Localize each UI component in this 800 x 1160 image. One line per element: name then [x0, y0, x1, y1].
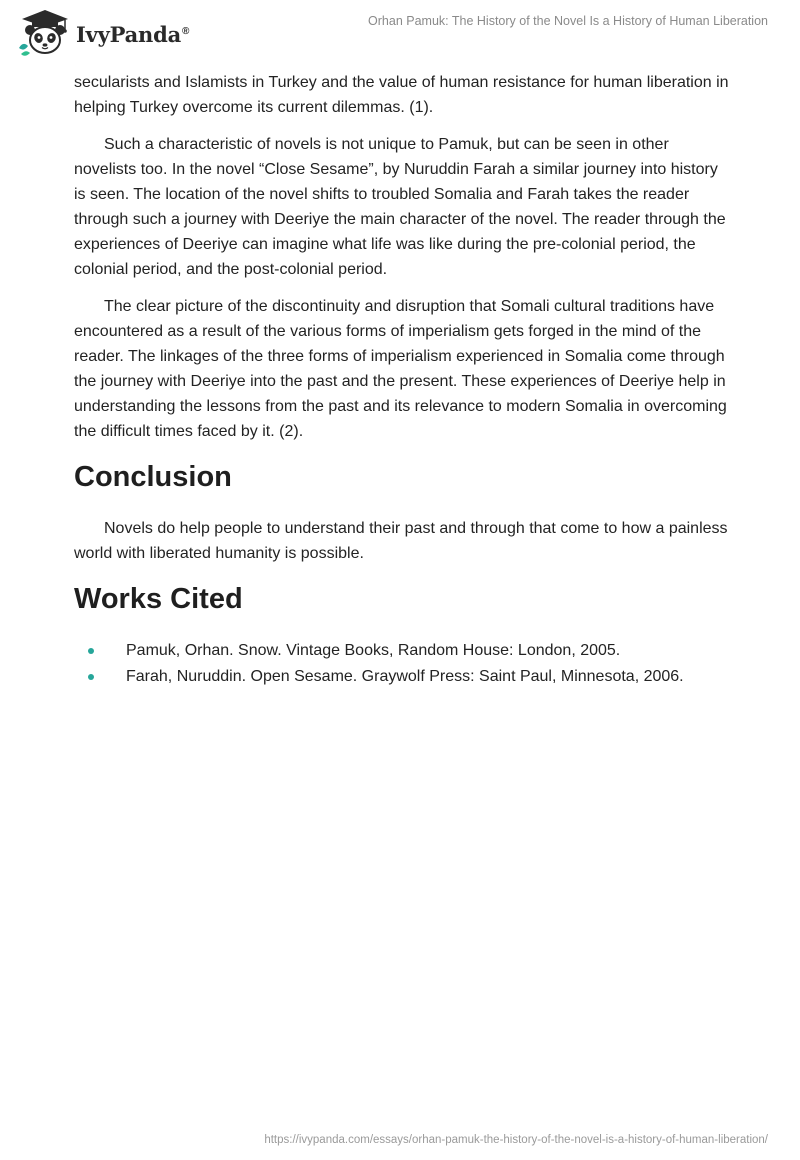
- conclusion-heading: Conclusion: [74, 461, 232, 493]
- citation-text: Farah, Nuruddin. Open Sesame. Graywolf Press: Saint Paul, Minnesota, 2006.: [126, 668, 684, 685]
- paragraph-close-sesame: Such a characteristic of novels is not unique to Pamuk, but can be seen in other novelists too. In the novel “Close Sesame”, by Nuruddin Farah a similar journey into history is seen. The location of the novel shifts to troubled Somalia and Farah takes the reader through such a journey with Deeriye the main character of the novel. The reader through the experiences of Deeriye can imagine what life was like during the pre-colonial period, the colonial period, and the post-colonial period.: [74, 136, 726, 278]
- paragraph-somalia: The clear picture of the discontinuity and disruption that Somali cultural traditions have encountered as a result of the various forms of imperialism gets forged in the mind of the reader. The linkages of the three forms of imperialism experienced in Somalia come through the journey with Deeriye into the past and the present. These experiences of Deeriye help in understanding the lessons from the past and its relevance to modern Somalia in overcoming the difficult times faced by it. (2).: [74, 298, 727, 440]
- bullet-icon: [88, 648, 94, 654]
- registered-mark: ®: [182, 25, 190, 37]
- works-cited-heading: Works Cited: [74, 583, 243, 615]
- brand-name: IvyPanda®: [76, 21, 190, 47]
- running-title: Orhan Pamuk: The History of the Novel Is a History of Human Liberation: [368, 14, 768, 28]
- works-cited-list: [74, 638, 730, 690]
- conclusion-paragraph: Novels do help people to understand their past and through that come to how a painless world with liberated humanity is possible.: [74, 520, 728, 562]
- ivypanda-logo[interactable]: [16, 8, 189, 58]
- page-header: [0, 0, 800, 68]
- panda-graduation-cap-icon: [16, 8, 74, 58]
- bullet-icon: [88, 674, 94, 680]
- citation-text: Pamuk, Orhan. Snow. Vintage Books, Random House: London, 2005.: [126, 642, 621, 659]
- citation-item: [74, 638, 730, 664]
- essay-content: [74, 70, 730, 690]
- citation-item: [74, 664, 730, 690]
- source-url-link[interactable]: https://ivypanda.com/essays/orhan-pamuk-the-history-of-the-novel-is-a-history-of-human-liberation/: [264, 1134, 768, 1146]
- paragraph-continued: secularists and Islamists in Turkey and the value of human resistance for human liberation in helping Turkey overcome its current dilemmas. (1).: [74, 74, 729, 116]
